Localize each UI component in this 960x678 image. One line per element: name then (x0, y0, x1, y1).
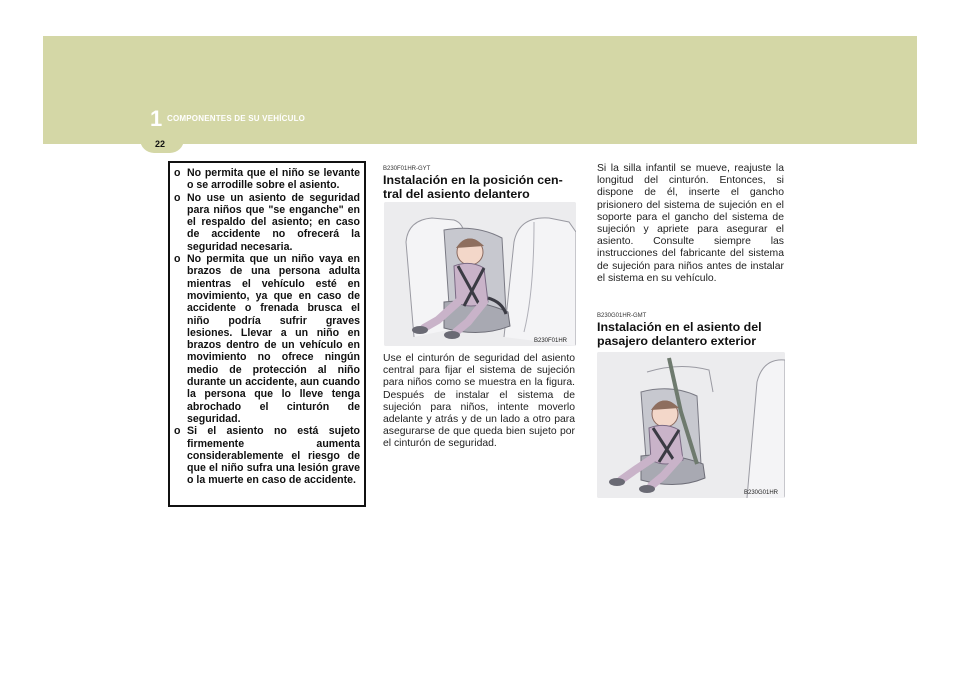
chapter-title: COMPONENTES DE SU VEHÍCULO (167, 114, 306, 123)
warning-text: Si el asiento no está sujeto firmemente aumenta considerablemente el riesgo de que el niño sufra una lesión grave o la muerte en caso de accidente. (187, 425, 360, 487)
warning-box (168, 161, 366, 507)
header-band (43, 36, 917, 144)
section-heading-center: Instalación en la posición cen-tral del asiento delantero (383, 173, 563, 201)
chapter-number: 1 (150, 106, 163, 131)
warning-item (174, 167, 360, 192)
warning-text: No permita que un niño vaya en brazos de una persona adulta mientras el vehículo esté en movimiento, ya que en caso de accidente o frenada brusca el niño podría sufrir graves lesiones. Llevar a un niño en brazos dentro de un vehículo en movimiento no ofrece ningún medio de protección al niño durante un accidente, aun cuando la persona que lo lleve tenga abrochado el cinturón de seguridad. (187, 253, 360, 425)
warning-item (174, 253, 360, 425)
warning-item (174, 425, 360, 486)
body-text-right-intro: Si la silla infantil se mueve, reajuste la longitud del cinturón. Entonces, si dispone de él, inserte el gancho prisionero del sistema de sujeción en el soporte para el gancho del sistema de sujeción y apriete para asegurar el asiento. Consulte siempre las instrucciones del fabricante del sistema de sujeción para niños antes de instalar el sistema en su vehículo. (597, 163, 784, 284)
figure-child-seat-center (384, 202, 576, 346)
section-code-center: B230F01HR-GYT (383, 166, 431, 172)
section-code-right: B230G01HR-GMT (597, 313, 647, 319)
bullet: o (174, 253, 181, 266)
bullet: o (174, 167, 181, 179)
warning-text: No use un asiento de seguridad para niños que "se enganche" en el respaldo del asiento; en caso de accidente no ofrecerá la seguridad necesaria. (187, 191, 360, 253)
page-number: 22 (155, 139, 166, 149)
figure-child-seat-passenger (597, 352, 785, 498)
bullet: o (174, 425, 181, 438)
warning-text: No permita que el niño se levante o se arrodille sobre el asiento. (187, 167, 360, 192)
figure-label-right: B230G01HR (744, 490, 779, 496)
bullet: o (174, 191, 181, 204)
body-text-center: Use el cinturón de seguridad del asiento central para fijar el sistema de sujeción para niños como se muestra en la figura. Después de instalar el sistema de sujeción para niños, intente moverlo adelante y atrás y de un lado a otro para asegurarse de que queda bien sujeto por el cinturón de seguridad. (383, 353, 575, 450)
figure-label-center: B230F01HR (534, 338, 568, 344)
child-seat-passenger-illustration (597, 352, 785, 498)
section-heading-right: Instalación en el asiento del pasajero delantero exterior (597, 320, 762, 348)
child-seat-illustration (384, 202, 576, 346)
warning-item (174, 192, 360, 253)
